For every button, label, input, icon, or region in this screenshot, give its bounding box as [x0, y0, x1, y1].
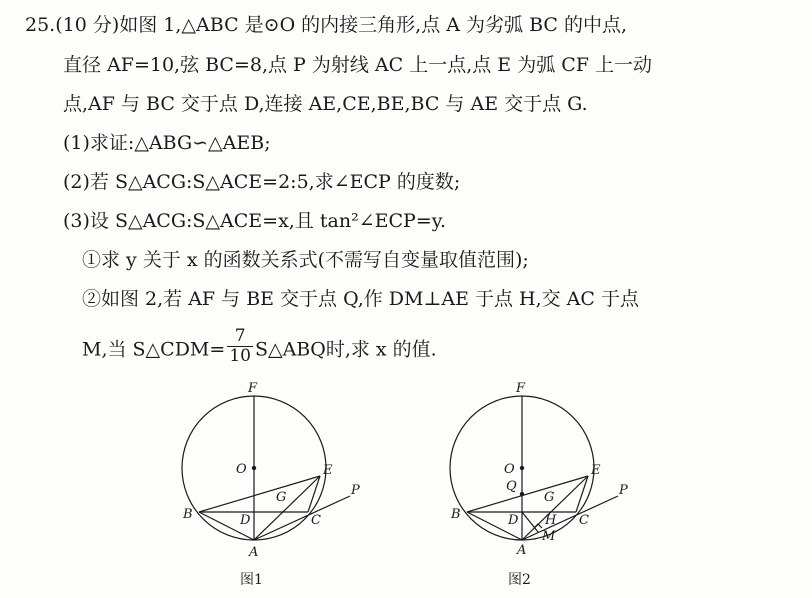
question-part-3-sub-2-cont	[82, 326, 437, 370]
label-e: E	[591, 463, 601, 478]
label-e: E	[323, 463, 333, 478]
label-f: F	[248, 381, 258, 396]
label-q: Q	[506, 479, 517, 494]
fraction	[227, 327, 253, 366]
label-h: H	[545, 513, 557, 528]
fraction-denominator: 10	[229, 346, 251, 366]
figure-2-caption: 图2	[508, 572, 531, 588]
segment-dm	[522, 512, 538, 532]
center-o-dot	[520, 466, 524, 470]
condition-prefix: M,当 S△CDM=	[82, 338, 226, 361]
label-b: B	[451, 507, 461, 522]
point-q-dot	[520, 492, 524, 496]
figure-1	[170, 378, 380, 593]
label-c: C	[311, 513, 321, 528]
right-angle-mark	[534, 524, 542, 528]
problem-line-2: 直径 AF=10,弦 BC=8,点 P 为射线 AC 上一点,点 E 为弧 CF 上一动	[63, 54, 653, 76]
ray-ap	[254, 496, 350, 540]
question-part-3: (3)设 S△ACG:S△ACE=x,且 tan²∠ECP=y.	[63, 210, 446, 232]
label-g: G	[276, 490, 287, 505]
question-part-3-sub-2: ②如图 2,若 AF 与 BE 交于点 Q,作 DM⊥AE 于点 H,交 AC 于点	[82, 288, 639, 310]
question-part-1: (1)求证:△ABG∽△AEB;	[63, 132, 271, 154]
label-a: A	[517, 543, 527, 558]
question-part-3-sub-1: ①求 y 关于 x 的函数关系式(不需写自变量取值范围);	[82, 249, 529, 271]
label-f: F	[516, 381, 526, 396]
label-p: P	[351, 483, 360, 498]
figure-1-caption: 图1	[240, 572, 263, 588]
label-d: D	[508, 513, 519, 528]
problem-line-1: 25.(10 分)如图 1,△ABC 是⊙O 的内接三角形,点 A 为劣弧 BC 的中点,	[25, 14, 627, 36]
label-p: P	[619, 483, 628, 498]
label-g: G	[544, 490, 555, 505]
label-o: O	[236, 462, 247, 477]
label-a: A	[249, 545, 259, 560]
figure-2	[438, 378, 648, 593]
label-d: D	[240, 513, 251, 528]
center-o-dot	[252, 466, 256, 470]
label-c: C	[579, 513, 589, 528]
label-m: M	[542, 529, 556, 544]
ray-ap	[522, 496, 618, 540]
problem-line-3: 点,AF 与 BC 交于点 D,连接 AE,CE,BE,BC 与 AE 交于点 G.	[63, 93, 588, 115]
label-b: B	[183, 507, 193, 522]
label-o: O	[504, 462, 515, 477]
question-part-2: (2)若 S△ACG:S△ACE=2:5,求∠ECP 的度数;	[63, 171, 461, 193]
condition-suffix: S△ABQ时,求 x 的值.	[254, 338, 437, 361]
fraction-numerator: 7	[227, 327, 253, 347]
